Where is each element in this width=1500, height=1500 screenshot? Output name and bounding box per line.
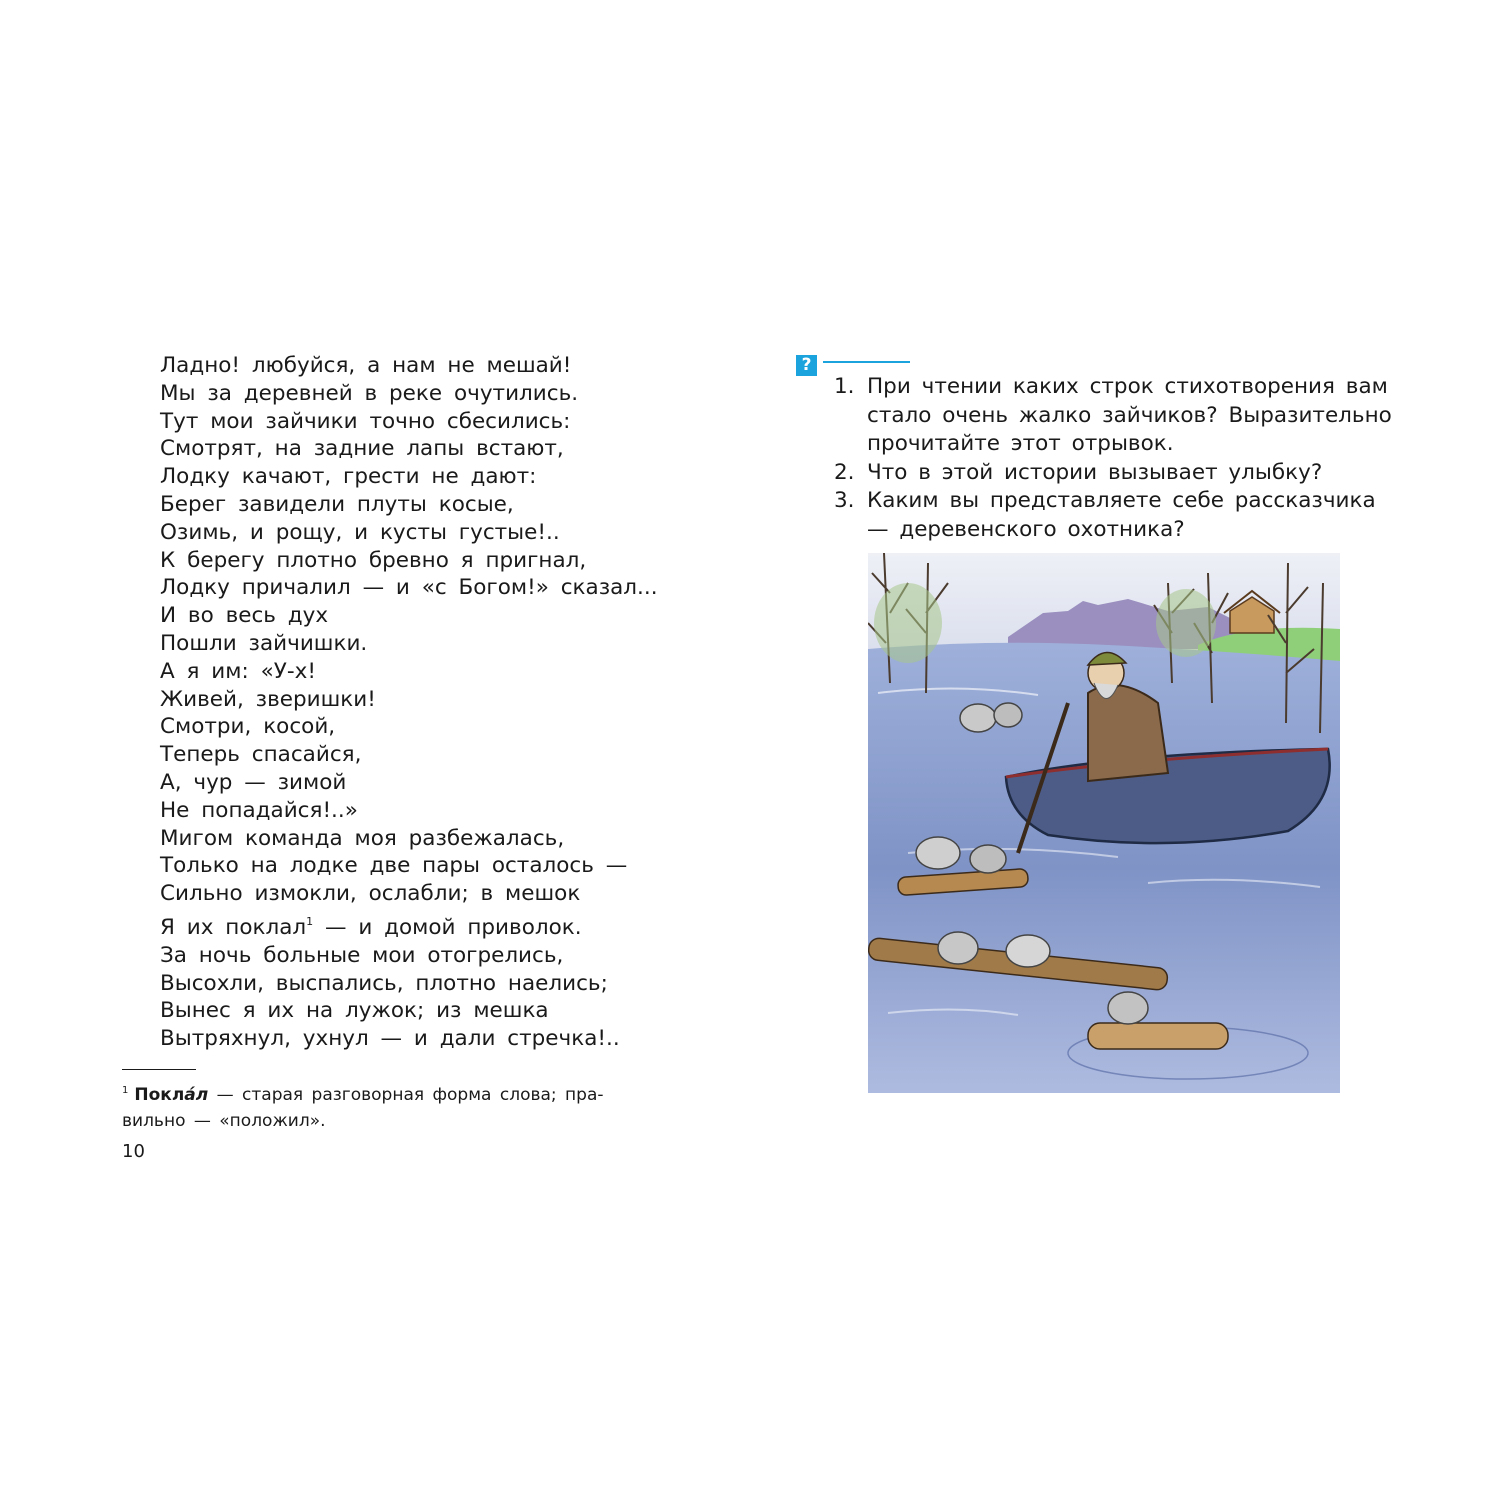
footnote xyxy=(122,1078,682,1134)
footnote-term-part: Покл xyxy=(134,1085,185,1105)
poem-line: Теперь спасайся, xyxy=(160,742,362,768)
poem xyxy=(160,352,720,1053)
poem-line: А, чур — зимой xyxy=(160,769,347,795)
questions-list xyxy=(834,373,1394,544)
poem-line-text: — и домой приволок. xyxy=(313,914,582,940)
poem-line: Ладно! любуйся, а нам не мешай! xyxy=(160,353,572,378)
footnote-term-part: л xyxy=(195,1085,209,1105)
question-item xyxy=(834,487,1394,544)
poem-line: И во весь дух xyxy=(160,603,329,629)
poem-line: Смотрят, на задние лапы встают, xyxy=(160,436,564,462)
poem-line: Лодку причалил — и «с Богом!» сказал... xyxy=(160,575,658,601)
page-number: 10 xyxy=(122,1141,145,1162)
question-text: При чтении каких строк стихотворения вам стало очень жалко зайчиков? Выразительно прочитайте этот отрывок. xyxy=(867,374,1392,456)
questions-header-rule xyxy=(823,361,910,363)
footnote-text: вильно — «положил». xyxy=(122,1111,326,1131)
question-number: 2. xyxy=(834,459,855,485)
question-item xyxy=(834,459,1394,488)
poem-line: Только на лодке две пары осталось — xyxy=(160,853,628,879)
footnote-reference[interactable]: 1 xyxy=(306,914,314,928)
footnote-text: — старая разговорная форма слова; пра- xyxy=(208,1085,604,1105)
poem-line: Мигом команда моя разбежалась, xyxy=(160,825,565,851)
poem-line: Сильно измокли, ослабли; в мешок xyxy=(160,881,581,907)
question-item xyxy=(834,373,1394,459)
poem-line: Не попадайся!..» xyxy=(160,797,358,823)
poem-line: Живей, зверишки! xyxy=(160,686,376,712)
poem-line: Вынес я их на лужок; из мешка xyxy=(160,998,549,1024)
poem-line: Лодку качают, грести не дают: xyxy=(160,464,537,490)
question-text: Что в этой истории вызывает улыбку? xyxy=(867,459,1323,485)
poem-line-with-footnote xyxy=(160,908,720,942)
footnote-divider xyxy=(122,1069,196,1070)
poem-line-text: Я их поклал xyxy=(160,914,307,940)
footnote-term xyxy=(134,1085,208,1105)
question-mark-icon: ? xyxy=(796,355,817,376)
poem-line: Смотри, косой, xyxy=(160,714,336,740)
poem-line: Мы за деревней в реке очутились. xyxy=(160,380,579,406)
question-text: Каким вы представляете себе рассказчика — деревенского охотника? xyxy=(867,488,1376,542)
footnote-term-accent: а́ xyxy=(184,1085,196,1105)
poem-line: Пошли зайчишки. xyxy=(160,630,368,656)
poem-line: За ночь больные мои отогрелись, xyxy=(160,942,564,968)
poem-line: Высохли, выспались, плотно наелись; xyxy=(160,970,608,996)
question-number: 3. xyxy=(834,488,855,513)
poem-line: Тут мои зайчики точно сбесились: xyxy=(160,408,571,434)
poem-line: Берег завидели плуты косые, xyxy=(160,491,514,517)
poem-line: А я им: «У-х! xyxy=(160,658,316,684)
poem-line: К берегу плотно бревно я пригнал, xyxy=(160,547,587,573)
poem-line: Озимь, и рощу, и кусты густые!.. xyxy=(160,519,560,545)
illustration-old-man-rowing-boat-with-hares xyxy=(868,553,1340,1093)
footnote-mark: 1 xyxy=(122,1085,129,1096)
poem-line: Вытряхнул, ухнул — и дали стречка!.. xyxy=(160,1026,620,1052)
question-number: 1. xyxy=(834,374,855,399)
